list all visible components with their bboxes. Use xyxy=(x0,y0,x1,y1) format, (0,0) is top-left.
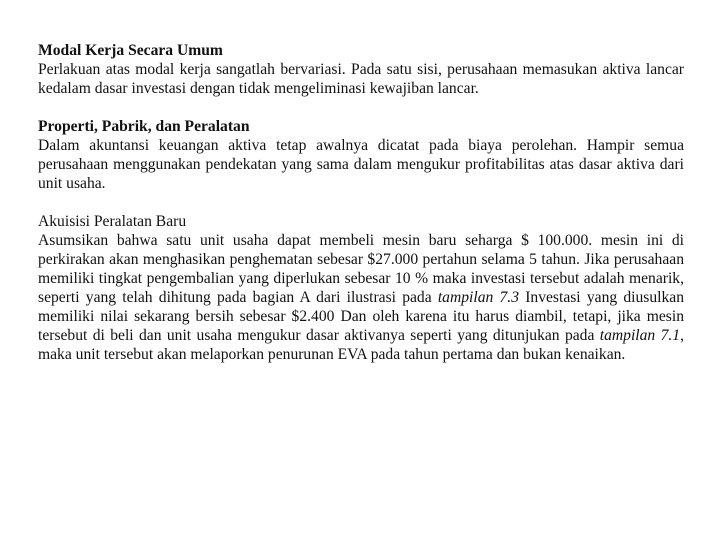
section-modal-kerja xyxy=(38,41,684,98)
paragraph-text: Asumsikan bahwa satu unit usaha dapat membeli mesin baru seharga $ 100.000. mesin ini di perkirakan akan menghasikan penghematan sebesar $27.000 pertahun selama 5 tahun. Jika perusahaan memiliki tingkat pengembalian yang diperlukan sebesar 10 % maka investasi tersebut adalah menarik, seperti yang telah dihitung pada bagian A dari ilustrasi pada xyxy=(38,232,684,306)
section-paragraph: Perlakuan atas modal kerja sangatlah bervariasi. Pada satu sisi, perusahaan memasukan aktiva lancar kedalam dasar investasi dengan tidak mengeliminasi kewajiban lancar. xyxy=(38,61,684,97)
paragraph-text: , maka unit tersebut akan melaporkan penurunan EVA pada tahun pertama dan bukan kenaikan. xyxy=(38,327,684,363)
section-properti-pabrik-peralatan xyxy=(38,117,684,193)
section-paragraph xyxy=(38,231,684,364)
section-paragraph: Dalam akuntansi keuangan aktiva tetap awalnya dicatat pada biaya perolehan. Hampir semua perusahaan menggunakan pendekatan yang sama dalam mengukur profitabilitas atas dasar aktiva dari unit usaha. xyxy=(38,137,684,192)
exhibit-reference: tampilan 7.1 xyxy=(599,327,681,344)
exhibit-reference: tampilan 7.3 xyxy=(437,289,519,306)
section-heading: Properti, Pabrik, dan Peralatan xyxy=(38,118,250,135)
section-heading: Akuisisi Peralatan Baru xyxy=(38,213,187,230)
section-heading: Modal Kerja Secara Umum xyxy=(38,42,223,59)
paragraph-text: Investasi yang diusulkan memiliki nilai sekarang bersih sebesar $2.400 Dan oleh karena itu harus diambil, tetapi, jika mesin tersebut di beli dan unit usaha mengukur dasar aktivanya seperti yang ditunjukan pada xyxy=(38,289,685,344)
section-akuisisi-peralatan xyxy=(38,212,684,364)
document-page xyxy=(38,41,684,383)
